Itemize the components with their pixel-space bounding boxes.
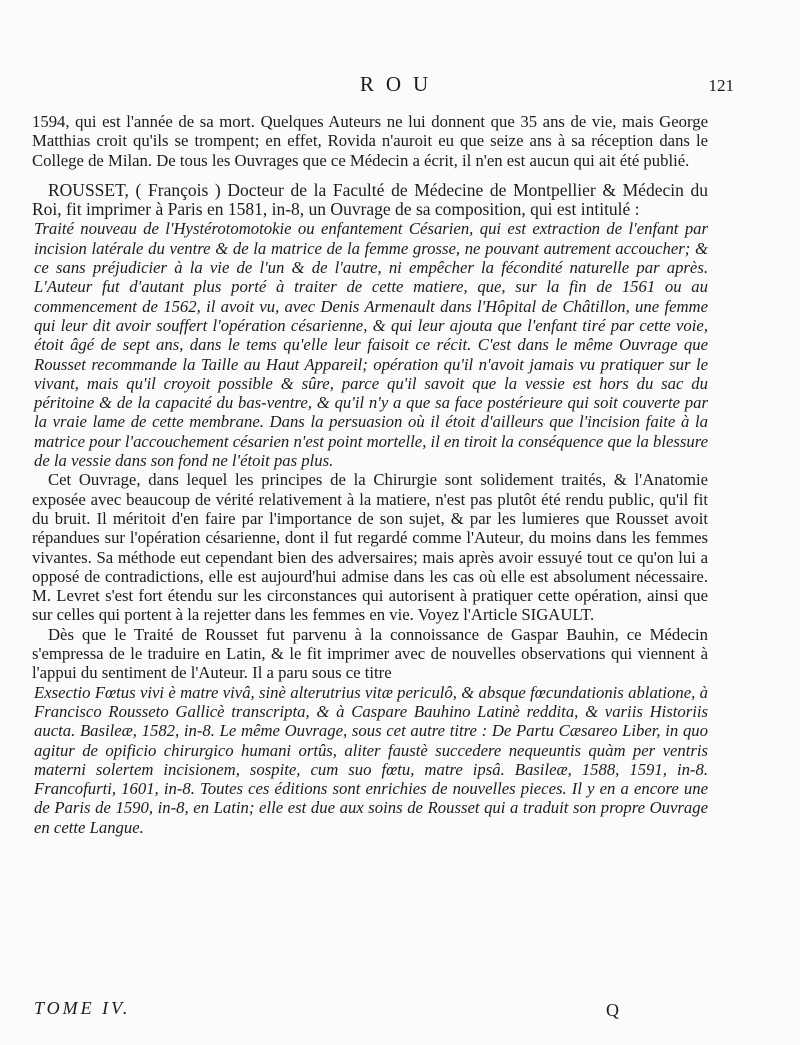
paragraph-rousset-entry: ROUSSET, ( François ) Docteur de la Faculté de Médecine de Montpellier & Médecin du Roi, fit imprimer à Paris en 1581, in-8, un Ouvrage de sa composition, qui est intitulé :	[32, 179, 708, 220]
page-footer	[0, 998, 800, 1028]
paragraph-gaspar-bauhin: Dès que le Traité de Rousset fut parvenu à la connoissance de Gaspar Bauhin, ce Médecin s'empressa de le traduire en Latin, & le fit imprimer avec de nouvelles observations qui viennent à l'appui du sentiment de l'Auteur. Il a paru sous ce titre	[32, 624, 708, 683]
page-number: 121	[708, 76, 734, 95]
paragraph-cet-ouvrage: Cet Ouvrage, dans lequel les principes de la Chirurgie sont solidement traités, & l'Anatomie exposée avec beaucoup de vérité relativement à la matiere, n'est pas plutôt été rendu public, qu'il fit du bruit. Il méritoit d'en faire par l'importance de son sujet, & par les lumieres que Rousset avoit répandues sur l'opération césarienne, dont il fut regardé comme l'Auteur, du moins dans les femmes vivantes. Sa méthode eut cependant bien des adversaires; mais après avoir essuyé tout ce qu'on lui a opposé de contradictions, elle est aujourd'hui admise dans les cas où elle est absolument nécessaire. M. Levret s'est fort étendu sur les circonstances qui autorisent à pratiquer cette opération, ainsi que sur celles qui portent à la rejetter dans les femmes en vie. Voyez l'Article SIGAULT.	[32, 470, 708, 625]
volume-label: TOME IV.	[34, 998, 131, 1018]
paragraph-rovida-end: 1594, qui est l'année de sa mort. Quelques Auteurs ne lui donnent que 35 ans de vie, mais George Matthias croit qu'ils se trompent; en effet, Rovida n'auroit eu que seize ans à sa réception dans le College de Milan. De tous les Ouvrages que ce Médecin a écrit, il n'en est aucun qui ait été publié.	[32, 112, 708, 170]
paragraph-traite-nouveau: Traité nouveau de l'Hystérotomotokie ou enfantement Césarien, qui est extraction de l'enfant par incision latérale du ventre & de la matrice de la femme grosse, ne pouvant autrement accoucher; & ce sans préjudicier à la vie de l'un & de l'autre, ni empêcher la fécondité naturelle par après. L'Auteur fut d'autant plus porté à traiter de cette matiere, que, sur la fin de 1561 ou au commencement de 1562, il avoit vu, avec Denis Armenault dans l'Hôpital de Châtillon, une femme qui leur dit avoir souffert l'opération césarienne, & qui leur ajouta que l'enfant tiré par cette voie, étoit âgé de sept ans, dans le tems qu'elle leur faisoit ce récit. C'est dans le même Ouvrage que Rousset recommande la Taille au Haut Appareil; opération qu'il n'avoit jamais vu pratiquer sur le vivant, mais qu'il croyoit possible & sûre, parce qu'il savoit que la vessie est hors du sac du péritoine & de la capacité du bas-ventre, & qu'il n'y a que sa face postérieure qui soit couverte par la vraie lame de cette membrane. Dans la persuasion où il étoit d'ailleurs que l'incision faite à la matrice pour l'accouchement césarien n'est point mortelle, il en tiroit la conséquence que la blessure de la vessie dans son fond ne l'étoit pas plus.	[34, 219, 708, 471]
page-header	[0, 72, 800, 102]
running-head: ROU	[359, 72, 441, 96]
body-text	[32, 112, 708, 837]
signature-mark: Q	[606, 1000, 619, 1020]
paragraph-exsectio-foetus: Exsectio Fœtus vivi è matre vivâ, sinè alterutrius vitæ periculô, & absque fœcundationis ablatione, à Francisco Rousseto Gallicè transcripta, & à Caspare Bauhino Latinè reddita, & variis Historiis aucta. Basileæ, 1582, in-8. Le même Ouvrage, sous cet autre titre : De Partu Cæsareo Liber, in quo agitur de opificio chirurgico humani ortûs, aliter faustè succedere nequeuntis quàm per ventris materni solertem incisionem, sospite, cum suo fœtu, matre ipsâ. Basileæ, 1588, 1591, in-8. Francofurti, 1601, in-8. Toutes ces éditions sont enrichies de nouvelles pieces. Il y en a encore une de Paris de 1590, in-8, en Latin; elle est due aux soins de Rousset qui a traduit son propre Ouvrage en cette Langue.	[34, 682, 708, 837]
